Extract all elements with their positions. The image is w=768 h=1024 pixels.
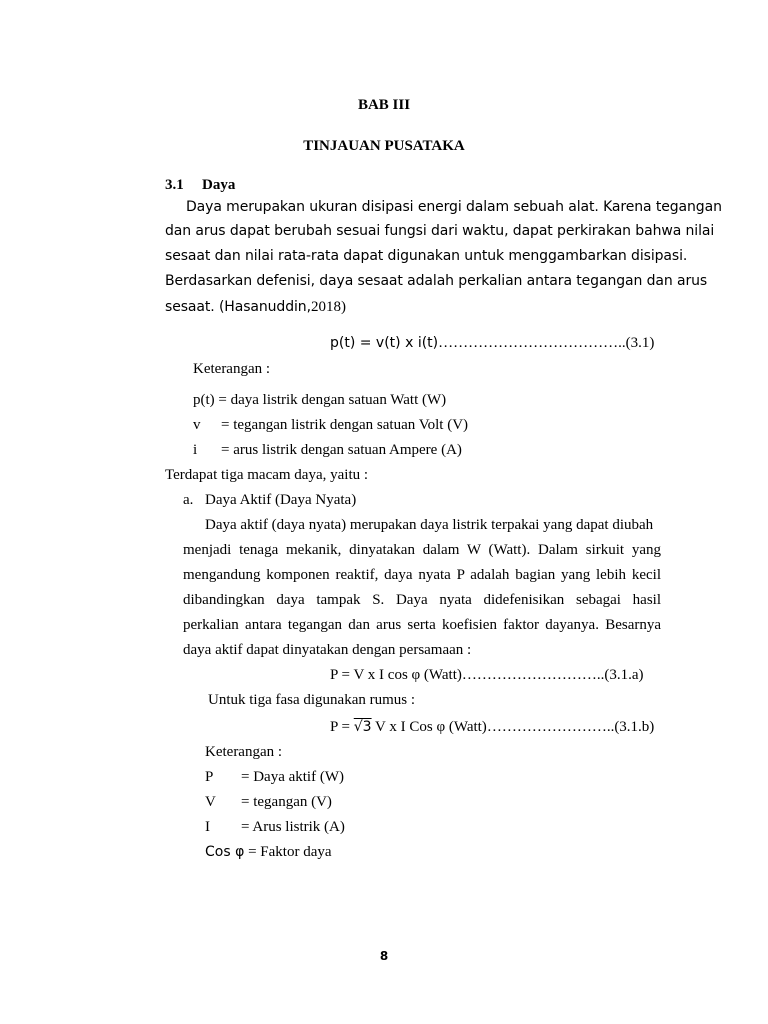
equation-3-1-b-radical: √3 — [353, 719, 372, 735]
keterangan-1-row-1: p(t) = daya listrik dengan satuan Watt (W) — [193, 392, 447, 408]
equation-3-1-dots: ……………………………….. — [438, 335, 626, 351]
power-types-intro: Terdapat tiga macam daya, yaitu : — [165, 467, 369, 483]
equation-3-1-a-number: (3.1.a) — [604, 667, 644, 683]
equation-3-1-formula: p(t) = v(t) x i(t) — [330, 335, 439, 351]
item-a-line-4: dibandingkan daya tampak S. Daya nyata didefenisikan sebagai hasil — [183, 592, 661, 608]
keterangan-2-row-1-symbol: P — [205, 769, 214, 785]
page-number: 8 — [379, 949, 389, 963]
item-a-line-3: mengandung komponen reaktif, daya nyata P adalah bagian yang lebih kecil — [183, 567, 661, 583]
keterangan-1-row-3-symbol: i — [193, 442, 198, 458]
equation-3-1-a — [330, 666, 644, 684]
chapter-label: BAB III — [357, 97, 411, 113]
equation-3-1-a-dots: ……………………….. — [461, 667, 605, 683]
list-item-a-title: Daya Aktif (Daya Nyata) — [205, 492, 357, 508]
intro-line-5 — [165, 298, 346, 316]
intro-citation-author: sesaat. (Hasanuddin, — [165, 299, 311, 315]
item-a-line-5: perkalian antara tegangan dan arus serta koefisien faktor dayanya. Besarnya — [183, 617, 661, 633]
keterangan-1-row-2-desc: = tegangan listrik dengan satuan Volt (V) — [221, 417, 469, 433]
equation-3-1-b-formula: V x I Cos φ (Watt) — [371, 719, 487, 735]
keterangan-2-row-4-desc: = Faktor daya — [248, 844, 332, 860]
three-phase-intro: Untuk tiga fasa digunakan rumus : — [208, 692, 416, 708]
item-a-line-1: Daya aktif (daya nyata) merupakan daya listrik terpakai yang dapat diubah — [205, 517, 654, 533]
equation-3-1-b-dots: …………………….. — [486, 719, 615, 735]
keterangan-2-row-2-desc: = tegangan (V) — [241, 794, 332, 810]
list-item-a-marker: a. — [183, 492, 194, 508]
section-title: Daya — [202, 177, 236, 193]
intro-line-2: dan arus dapat berubah sesuai fungsi dari waktu, dapat perkirakan bahwa nilai — [165, 223, 715, 239]
intro-citation-year: 2018) — [310, 299, 346, 315]
keterangan-heading-1: Keterangan : — [193, 361, 271, 377]
item-a-line-6: daya aktif dapat dinyatakan dengan persamaan : — [183, 642, 472, 658]
equation-3-1-number: (3.1) — [625, 335, 655, 351]
equation-3-1-b-number: (3.1.b) — [614, 719, 655, 735]
intro-line-3: sesaat dan nilai rata-rata dapat digunakan untuk menggambarkan disipasi. — [165, 248, 688, 264]
intro-line-1: Daya merupakan ukuran disipasi energi dalam sebuah alat. Karena tegangan — [186, 199, 722, 215]
equation-3-1-b-prefix: P = — [330, 719, 354, 735]
keterangan-2-row-1-desc: = Daya aktif (W) — [241, 769, 344, 785]
item-a-line-2: menjadi tenaga mekanik, dinyatakan dalam W (Watt). Dalam sirkuit yang — [183, 542, 661, 558]
keterangan-1-row-2-symbol: v — [193, 417, 201, 433]
equation-3-1-b — [330, 718, 654, 736]
section-number: 3.1 — [165, 177, 184, 193]
keterangan-2-row-3-symbol: I — [205, 819, 210, 835]
equation-3-1 — [330, 334, 654, 352]
keterangan-2-row-3-desc: = Arus listrik (A) — [241, 819, 345, 835]
keterangan-2-row-2-symbol: V — [205, 794, 216, 810]
intro-line-4: Berdasarkan defenisi, daya sesaat adalah perkalian antara tegangan dan arus — [165, 273, 708, 289]
chapter-title: TINJAUAN PUSATAKA — [303, 138, 465, 154]
keterangan-2-row-4 — [205, 843, 332, 861]
keterangan-2-row-4-symbol: Cos φ — [205, 844, 245, 860]
keterangan-heading-2: Keterangan : — [205, 744, 283, 760]
keterangan-1-row-3-desc: = arus listrik dengan satuan Ampere (A) — [221, 442, 462, 458]
equation-3-1-a-formula: P = V x I cos φ (Watt) — [330, 667, 462, 683]
